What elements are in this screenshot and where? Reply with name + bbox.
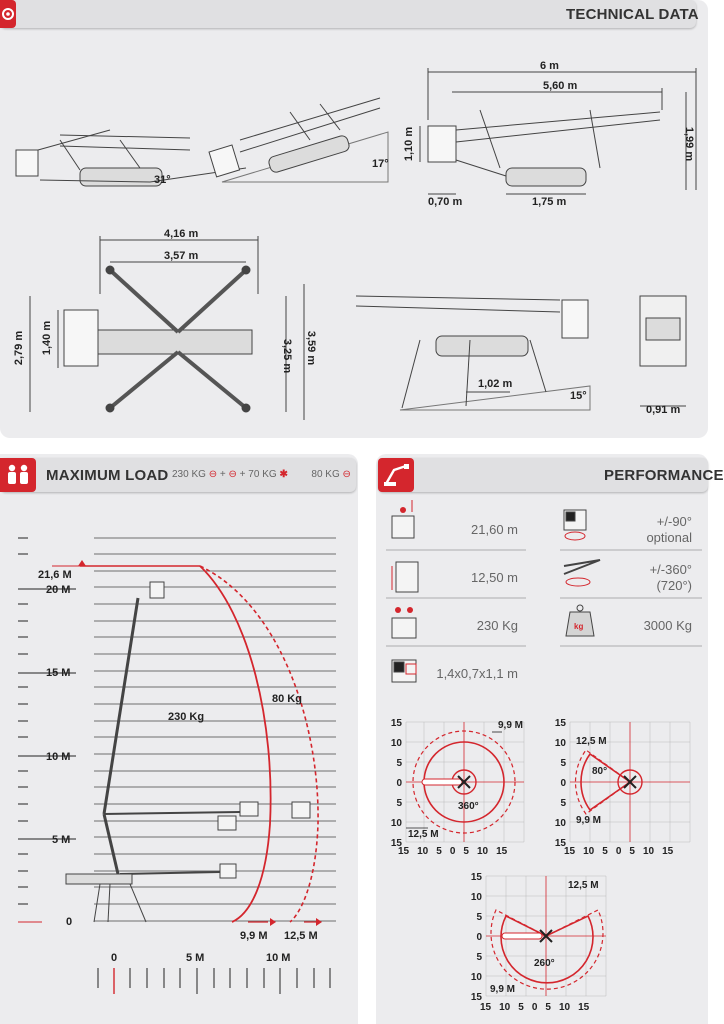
polar3-y-ticks: 15 10 5 0 5 10 15	[470, 872, 482, 1003]
polar3-angle: 260°	[534, 958, 555, 969]
persons-icon	[0, 458, 36, 492]
crane-icon	[378, 458, 414, 492]
dim-110: 1,10 m	[403, 126, 416, 162]
y-tick-20: 20 M	[46, 584, 71, 596]
capacity-icon	[392, 607, 416, 638]
max-height-label: 21,6 M	[38, 569, 72, 581]
reach-9-9: 9,9 M	[240, 930, 268, 942]
basket-rotation-icon	[564, 510, 586, 540]
dim-279: 2,79 m	[13, 330, 26, 366]
max-load-title: MAXIMUM LOAD	[46, 467, 169, 484]
x-tick-5: 5 M	[186, 952, 205, 964]
polar-diagram-260	[486, 876, 606, 996]
dim-325: 3,25 m	[281, 338, 294, 374]
legend-plus-2: +	[239, 469, 246, 480]
turret-rotation-icon	[564, 560, 600, 586]
x-tick-0: 0	[111, 952, 118, 964]
technical-title: TECHNICAL DATA	[566, 6, 699, 23]
perf-outreach: 12,50 m	[471, 570, 518, 585]
performance-badge	[378, 458, 414, 492]
polar2-x-ticks: 15 10 5 0 5 10 15	[564, 846, 674, 857]
dim-175: 1,75 m	[532, 196, 567, 208]
dim-070: 0,70 m	[428, 196, 463, 208]
polar1-r125: 12,5 M	[408, 829, 439, 840]
y-tick-10: 10 M	[46, 751, 71, 763]
machine-outriggers-side	[356, 296, 590, 410]
wheel-icon: ⊖	[208, 469, 218, 480]
weight-icon	[566, 605, 594, 636]
polar1-x-ticks: 15 10 5 0 5 10 15	[398, 846, 508, 857]
kg-icon-label: kg	[574, 622, 584, 631]
perf-turret-rotation-note: (720°)	[656, 578, 692, 593]
perf-basket-rotation: +/-90°	[656, 514, 692, 529]
label-80kg: 80 Kg	[272, 693, 302, 705]
polar2-y-ticks: 15 10 5 0 5 10 15	[554, 718, 566, 849]
dim-359: 3,59 m	[305, 330, 318, 366]
polar3-x-ticks: 15 10 5 0 5 10 15	[480, 1002, 590, 1013]
reach-12-5: 12,5 M	[284, 930, 318, 942]
dim-199: 1,99 m	[683, 126, 696, 162]
performance-title: PERFORMANCE	[604, 467, 724, 484]
basket-size-icon	[392, 660, 416, 682]
x-tick-10: 10 M	[266, 952, 291, 964]
y-tick-15: 15 M	[46, 667, 71, 679]
polar3-r99: 9,9 M	[490, 984, 516, 995]
dim-140: 1,40 m	[41, 320, 54, 356]
height-icon	[392, 500, 414, 538]
legend-plus-1: +	[219, 469, 226, 480]
polar2-r99: 9,9 M	[576, 815, 602, 826]
dim-102: 1,02 m	[478, 378, 513, 390]
dim-6m: 6 m	[540, 60, 559, 72]
envelope-80kg	[200, 566, 318, 922]
perf-basket-size: 1,4x0,7x1,1 m	[436, 666, 518, 681]
perf-height: 21,60 m	[471, 522, 518, 537]
tool-icon: ✱	[279, 469, 288, 480]
polar1-angle: 360°	[458, 801, 479, 812]
y-tick-0: 0	[66, 916, 73, 928]
dim-357: 3,57 m	[164, 250, 199, 262]
dim-416: 4,16 m	[164, 228, 199, 240]
wheel-icon: ⊖	[342, 469, 351, 480]
legend-70: 70 KG	[248, 469, 277, 480]
machine-front-view	[640, 296, 686, 406]
angle-31: 31°	[154, 174, 171, 186]
legend-80: 80 KG	[311, 469, 340, 480]
y-tick-5: 5 M	[52, 834, 71, 846]
angle-15: 15°	[570, 390, 587, 402]
max-load-legend	[172, 469, 351, 480]
dim-560: 5,60 m	[543, 80, 578, 92]
machine-side-slope	[209, 98, 388, 182]
perf-turret-rotation: +/-360°	[649, 562, 692, 577]
legend-230: 230 KG	[172, 469, 206, 480]
wheel-icon: ⊖	[228, 469, 237, 480]
polar1-r99: 9,9 M	[498, 720, 524, 731]
label-230kg: 230 Kg	[168, 711, 205, 723]
perf-basket-rotation-note: optional	[646, 530, 692, 545]
max-load-badge	[0, 458, 36, 492]
perf-weight: 3000 Kg	[643, 618, 692, 633]
polar1-y-ticks: 15 10 5 0 5 10 15	[390, 718, 402, 849]
polar-diagram-360	[406, 722, 524, 842]
dim-091: 0,91 m	[646, 404, 681, 416]
angle-17: 17°	[372, 158, 389, 170]
machine-top-view	[30, 236, 304, 420]
perf-capacity: 230 Kg	[476, 618, 518, 633]
polar3-r125: 12,5 M	[568, 880, 599, 891]
polar2-angle: 80°	[592, 766, 608, 777]
polar-diagrams	[376, 704, 708, 1024]
outreach-icon	[392, 562, 418, 592]
polar2-r125: 12,5 M	[576, 736, 607, 747]
technical-drawings	[0, 0, 708, 438]
